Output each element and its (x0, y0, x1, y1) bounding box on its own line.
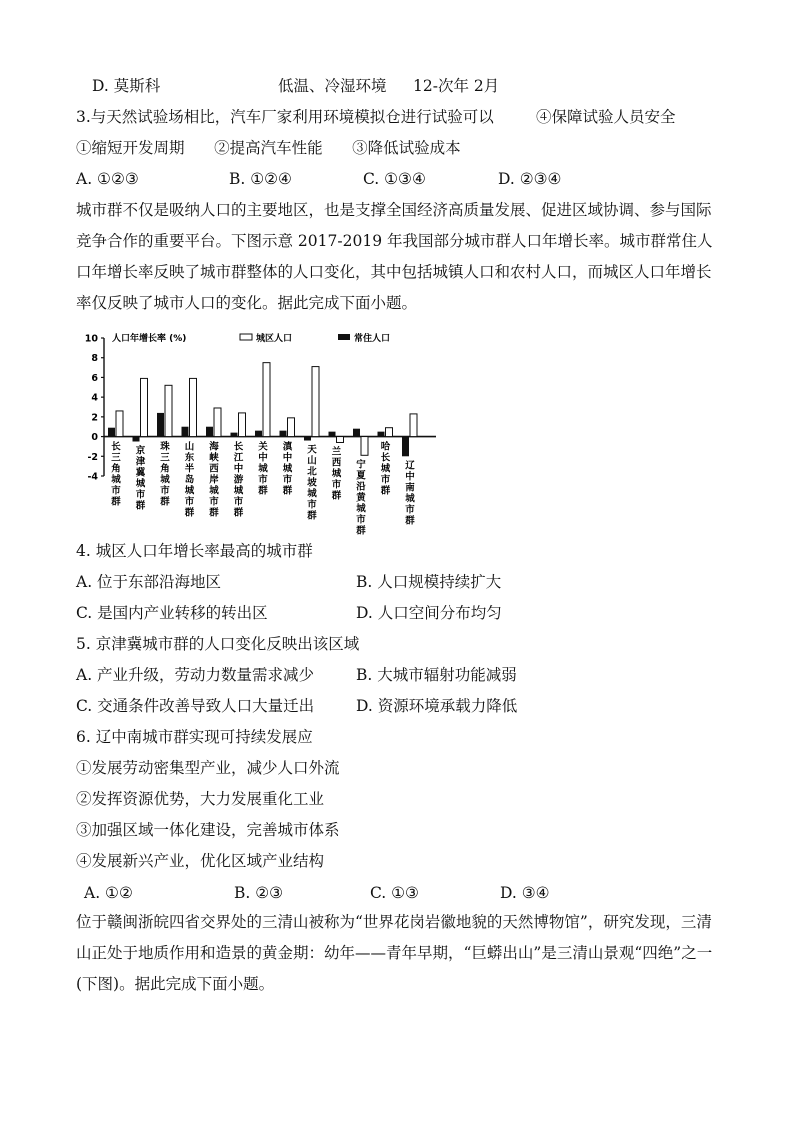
bar-urban-population (214, 408, 221, 437)
population-growth-chart (74, 326, 446, 537)
y-tick-label: 10 (84, 333, 98, 345)
q5-option-d: D. 资源环境承载力降低 (356, 697, 518, 715)
y-tick-label: 8 (91, 353, 98, 365)
category-label: 珠三角城市群 (160, 441, 170, 508)
q2-option-d-time: 12-次年 2月 (413, 77, 500, 95)
y-axis-title: 人口年增长率 (%) (112, 334, 187, 344)
category-label: 滇中城市群 (282, 441, 293, 497)
category-label: 海峡西岸城市群 (209, 441, 219, 519)
q6-item-3: ③加强区域一体化建设，完善城市体系 (76, 821, 340, 839)
category-label: 宁夏沿黄城市群 (356, 459, 366, 537)
bar-resident-population (255, 431, 262, 437)
intro-paragraph-sanqingshan: 位于赣闽浙皖四省交界处的三清山被称为“世界花岗岩徽地貌的天然博物馆”，研究发现，三清山正处于地质作用和造景的黄金期：幼年——青年早期，“巨蟒出山”是三清山景观“四绝”之一(下图)。据此完成下面小题。 (76, 913, 713, 993)
y-tick-label: -4 (87, 471, 98, 483)
bar-urban-population (337, 437, 344, 443)
bar-resident-population (157, 413, 164, 437)
bar-urban-population (165, 385, 172, 436)
q4-stem: 4. 城区人口年增长率最高的城市群 (76, 542, 313, 560)
q6-item-1: ①发展劳动密集型产业，减少人口外流 (76, 759, 340, 777)
y-tick-label: 6 (91, 372, 98, 384)
q3-option-d: D. ②③④ (498, 170, 562, 188)
q3-option-b: B. ①②④ (229, 170, 292, 188)
q6-item-4: ④发展新兴产业，优化区域产业结构 (76, 852, 325, 870)
y-tick-label: -2 (87, 451, 98, 463)
bar-urban-population (190, 378, 197, 436)
category-label: 哈长城市群 (380, 441, 391, 497)
legend-label-resident: 常住人口 (354, 334, 391, 344)
bar-resident-population (353, 429, 360, 437)
q3-option-a: A. ①②③ (76, 170, 139, 188)
bar-resident-population (280, 431, 287, 437)
legend-swatch-urban (240, 334, 252, 340)
q6-stem: 6. 辽中南城市群实现可持续发展应 (76, 728, 313, 746)
category-label: 长江中游城市群 (233, 441, 244, 519)
q3-items: ①缩短开发周期 ②提高汽车性能 ③降低试验成本 (76, 139, 461, 157)
category-label: 辽中南城市群 (405, 460, 415, 527)
bar-urban-population (141, 378, 148, 436)
y-tick-label: 4 (91, 392, 98, 404)
q4-option-c: C. 是国内产业转移的转出区 (76, 604, 268, 622)
bar-urban-population (263, 363, 270, 437)
q2-option-d-label: D. 莫斯科 (92, 77, 161, 95)
bar-resident-population (182, 427, 189, 437)
legend-label-urban: 城区人口 (256, 334, 293, 344)
q4-option-a: A. 位于东部沿海地区 (76, 573, 222, 591)
category-label: 长三角城市群 (111, 441, 121, 508)
q6-option-a: A. ①② (84, 884, 133, 902)
bar-urban-population (239, 413, 246, 437)
bar-resident-population (402, 437, 409, 457)
bar-resident-population (329, 432, 336, 437)
bar-urban-population (116, 411, 123, 437)
bar-resident-population (133, 437, 140, 442)
bar-resident-population (378, 432, 385, 437)
q5-option-c: C. 交通条件改善导致人口大量迁出 (76, 697, 315, 715)
q5-option-a: A. 产业升级，劳动力数量需求减少 (76, 666, 315, 684)
q5-stem: 5. 京津冀城市群的人口变化反映出该区域 (76, 635, 360, 653)
category-label: 兰西城市群 (331, 446, 342, 502)
category-label: 天山北坡城市群 (307, 444, 317, 522)
q5-option-b: B. 大城市辐射功能减弱 (356, 666, 517, 684)
bar-urban-population (361, 437, 368, 456)
q3-item-4: ④保障试验人员安全 (536, 108, 676, 126)
q4-option-d: D. 人口空间分布均匀 (356, 604, 502, 622)
y-tick-label: 0 (91, 432, 98, 444)
q6-option-c: C. ①③ (370, 884, 419, 902)
intro-paragraph-urban-clusters: 城市群不仅是吸纳人口的主要地区，也是支撑全国经济高质量发展、促进区域协调、参与国际竞争合作的重要平台。下图示意 2017-2019 年我国部分城市群人口年增长率。城市群常住人口年增长率反映了城市群整体的人口变化，其中包括城镇人口和农村人口，而城区人口年增长率仅反映了城市人口的变化。据此完成下面小题。 (76, 201, 713, 312)
category-label: 关中城市群 (258, 441, 268, 497)
bar-urban-population (312, 367, 319, 437)
q6-option-d: D. ③④ (500, 884, 550, 902)
bar-resident-population (206, 427, 213, 437)
q6-item-2: ②发挥资源优势，大力发展重化工业 (76, 790, 325, 808)
bar-resident-population (231, 433, 238, 437)
q4-option-b: B. 人口规模持续扩大 (356, 573, 502, 591)
category-label: 山东半岛城市群 (184, 441, 195, 519)
q2-option-d-env: 低温、冷湿环境 (278, 77, 387, 95)
bar-resident-population (108, 428, 115, 437)
bar-resident-population (304, 437, 311, 441)
y-tick-label: 2 (91, 412, 98, 424)
legend-swatch-resident (338, 334, 350, 340)
bar-urban-population (410, 414, 417, 437)
bar-urban-population (288, 418, 295, 437)
category-label: 京津冀城市群 (135, 445, 146, 512)
q6-option-b: B. ②③ (234, 884, 284, 902)
q3-stem: 3.与天然试验场相比，汽车厂家利用环境模拟仓进行试验可以 (76, 108, 494, 126)
q3-option-c: C. ①③④ (363, 170, 426, 188)
bar-urban-population (386, 428, 393, 437)
